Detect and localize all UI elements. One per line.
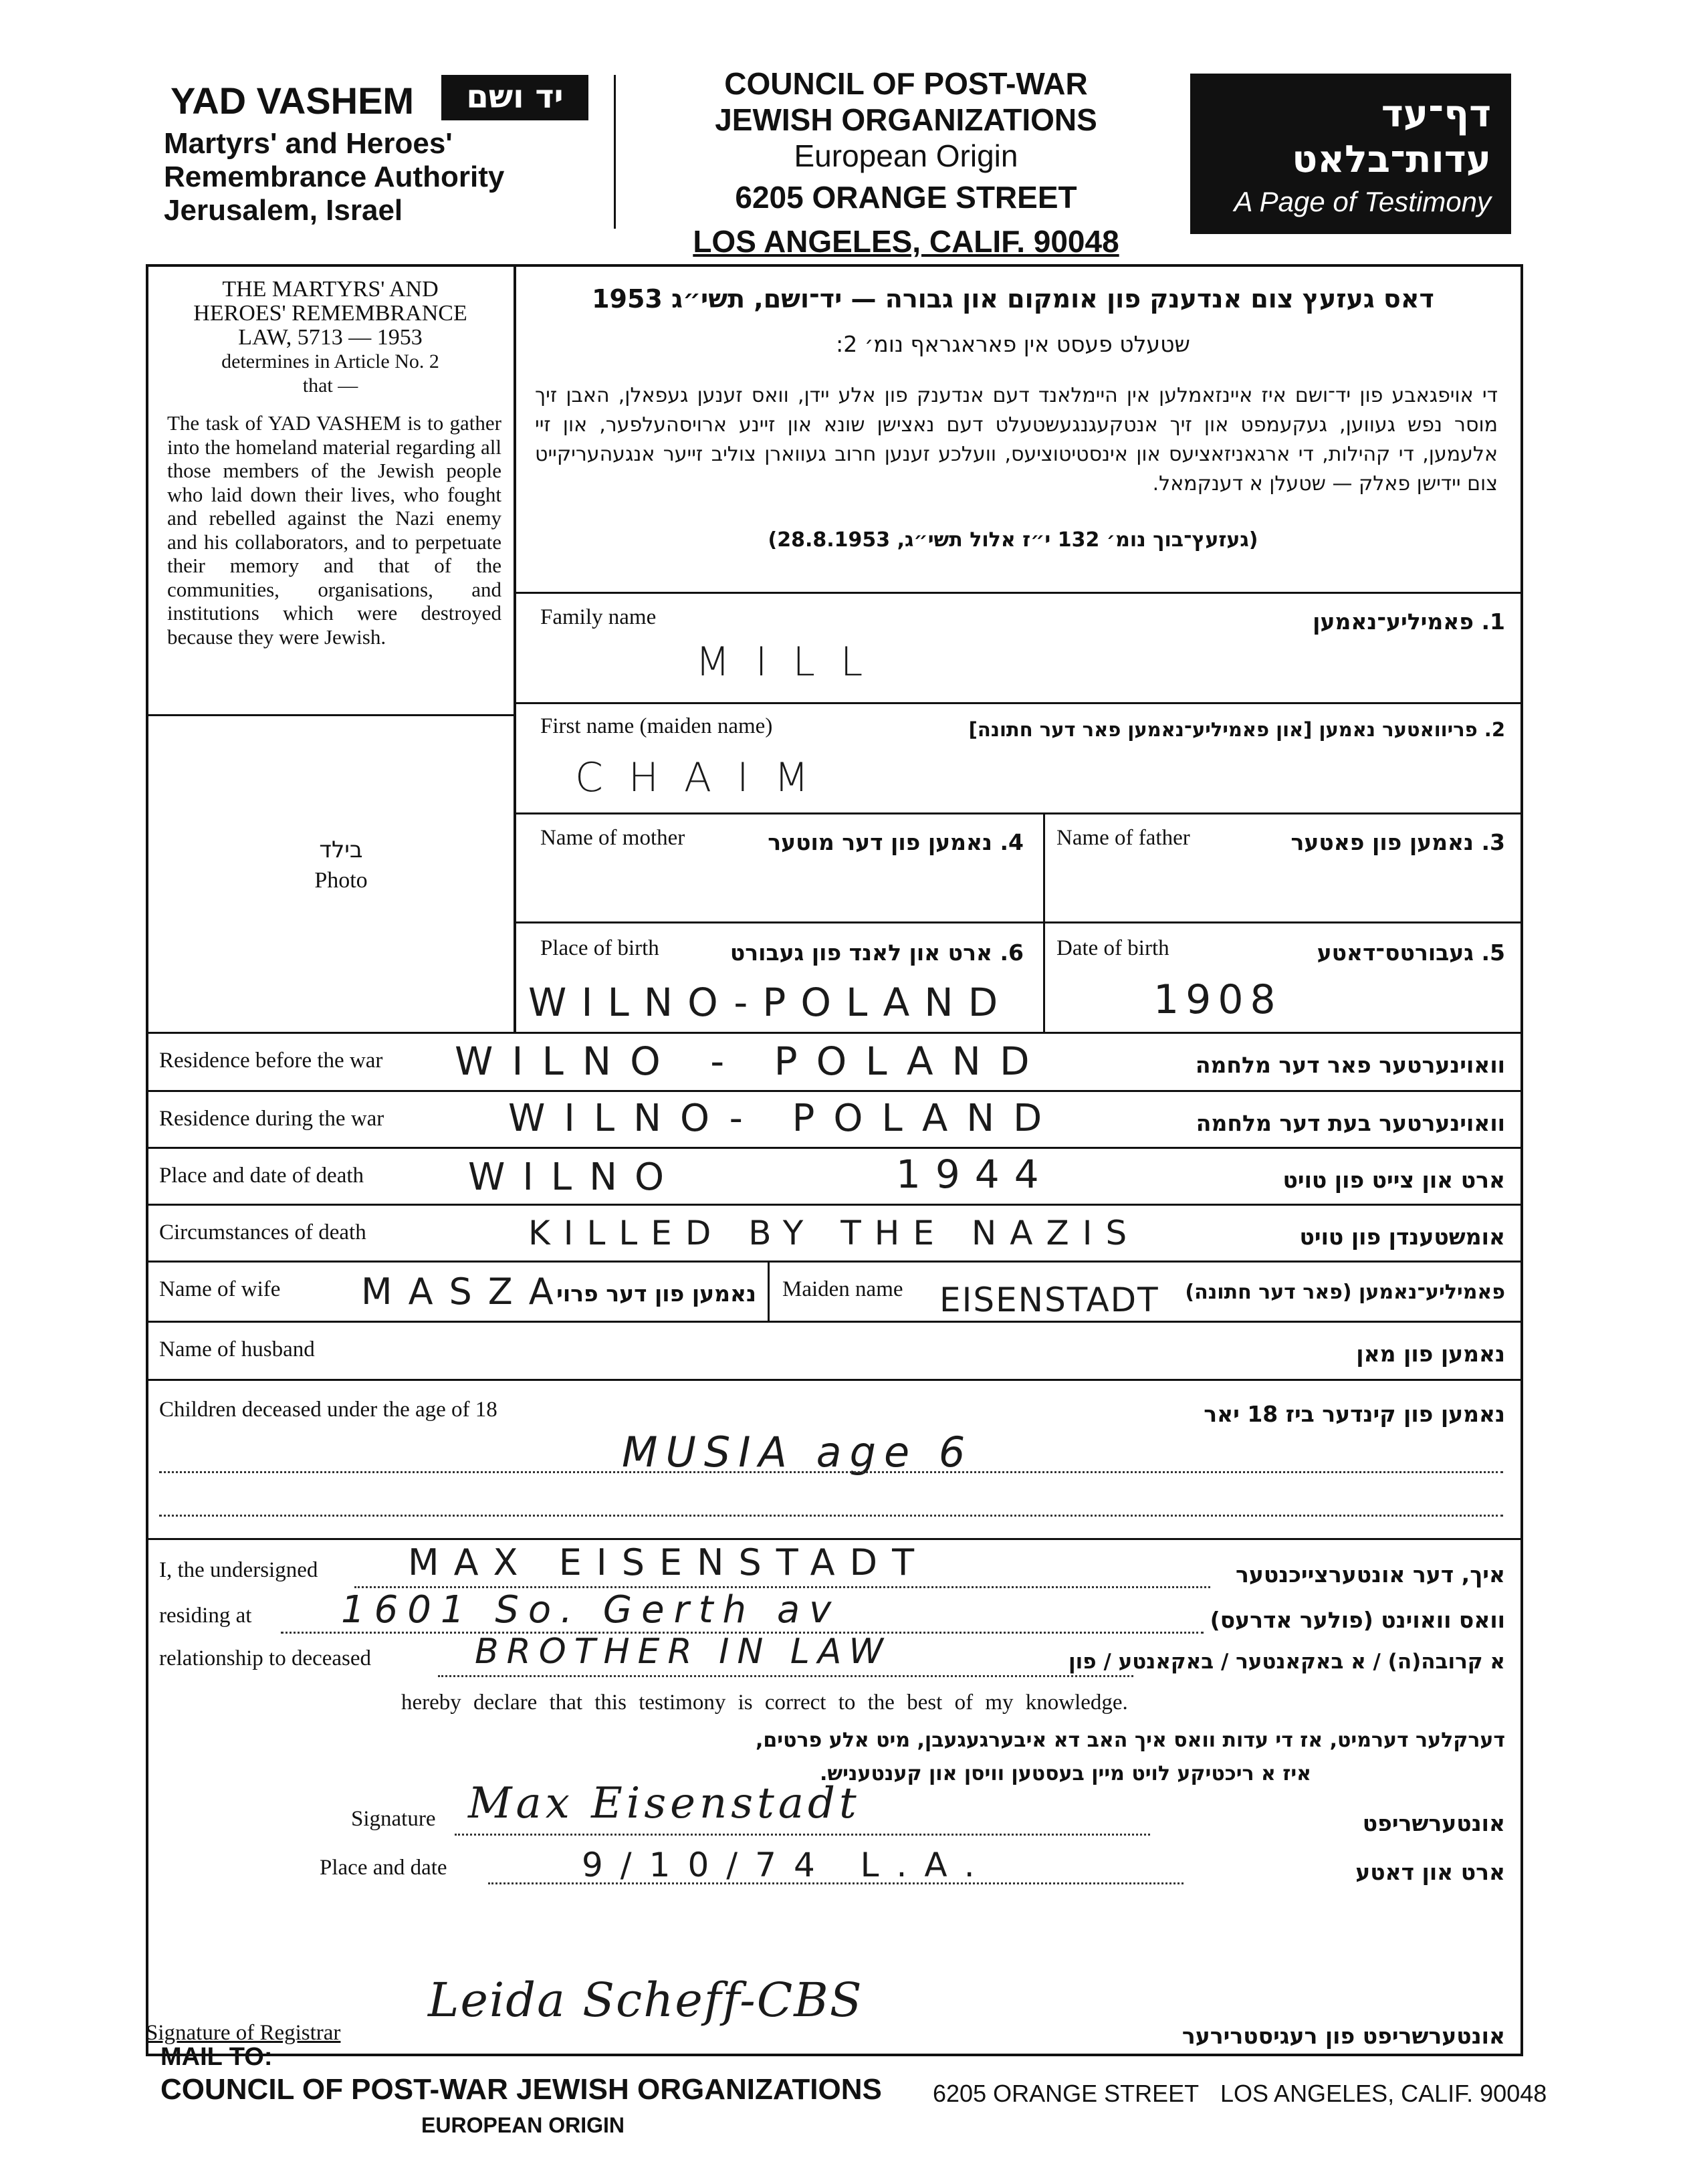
law-box-divider-v: [514, 264, 516, 1033]
place-of-birth-hebrew: 6. ארט און לאנד פון געבורט: [729, 940, 1024, 966]
children-dotted-line-1: [159, 1471, 1503, 1473]
photo-area: [267, 835, 415, 896]
maiden-hebrew: פאמיליע־נאמען (פאר דער חתונה): [1185, 1281, 1505, 1304]
residing-value: 1601 So. Gerth av: [341, 1588, 841, 1632]
law-line-3: LAW, 5713 — 1953: [238, 325, 423, 350]
death-place-value: WILNO: [468, 1156, 682, 1199]
mother-hebrew: 4. נאמען פון דער מוטער: [768, 829, 1024, 855]
registrar-label: Signature of Registrar: [146, 2021, 341, 2045]
signature-value: Max Eisenstadt: [468, 1779, 861, 1828]
place-date-value: 9/10/74 L.A.: [582, 1846, 992, 1884]
council-line-3: European Origin: [794, 138, 1018, 173]
residing-label: residing at: [159, 1604, 252, 1628]
father-label: Name of father: [1056, 826, 1190, 850]
mother-label: Name of mother: [540, 826, 685, 850]
law-line-2: HEROES' REMEMBRANCE: [193, 301, 467, 326]
row10-bottom: [146, 1379, 1523, 1381]
declare-hebrew-1: דערקלער דערמיט, אז די עדות וואס איך האב דא איבערגעגעבן, מיט אלע פרטים,: [755, 1729, 1505, 1752]
hebrew-law-title: דאס געזעץ צום אנדענק פון אומקום און גבורה — יד־ושם, תשי״ג 1953: [592, 284, 1434, 314]
row3-divider: [1043, 812, 1045, 1033]
death-date-value: 1944: [896, 1152, 1054, 1197]
authority-line-3: Jerusalem, Israel: [164, 194, 403, 227]
testimony-badge: [1190, 74, 1511, 234]
photo-hebrew: בילד: [319, 837, 363, 863]
residence-before-value: WILNO - POLAND: [455, 1039, 1048, 1084]
death-label: Place and date of death: [159, 1164, 364, 1188]
photo-label: Photo: [314, 868, 368, 893]
first-name-value: CHAIM: [575, 754, 834, 801]
relationship-label: relationship to deceased: [159, 1646, 372, 1670]
circumstances-hebrew: אומשטענדן פון טויט: [1299, 1224, 1505, 1250]
law-line-5: that —: [302, 374, 358, 397]
signature-label: Signature: [351, 1807, 436, 1831]
children-value: MUSIA age 6: [622, 1428, 974, 1477]
place-of-birth-value: WILNO-POLAND: [528, 980, 1013, 1025]
law-box-divider-h: [146, 714, 515, 716]
authority-line-2: Remembrance Authority: [164, 160, 505, 193]
row5-bottom: [146, 1090, 1523, 1092]
declare-hebrew-2: איז א ריכטיקע לויט מיין בעסטען וויסן און קענטעניש.: [819, 1762, 1311, 1785]
undersigned-value: MAX EISENSTADT: [408, 1541, 929, 1584]
first-name-label: First name (maiden name): [540, 714, 773, 738]
row7-bottom: [146, 1204, 1523, 1206]
relationship-value: BROTHER IN LAW: [475, 1632, 891, 1672]
residence-before-label: Residence before the war: [159, 1049, 383, 1073]
badge-hebrew-2: עדות־בלאט: [1292, 138, 1491, 181]
relationship-hebrew: א קרובה(ה) / א באקאנטער / באקאנטע / פון: [1068, 1650, 1505, 1674]
residence-during-label: Residence during the war: [159, 1107, 384, 1131]
children-dotted-line-2: [159, 1515, 1503, 1517]
residence-during-value: WILNO- POLAND: [508, 1097, 1061, 1140]
row8-bottom: [146, 1261, 1523, 1263]
row11-bottom: [146, 1538, 1523, 1540]
row4-bottom: [146, 1032, 1523, 1034]
residing-hebrew: וואס וואוינט (פולער אדרעס): [1210, 1607, 1505, 1633]
law-line-1: THE MARTYRS' AND: [222, 277, 439, 302]
footer-org: COUNCIL OF POST-WAR JEWISH ORGANIZATIONS: [160, 2073, 882, 2106]
place-date-label: Place and date: [320, 1856, 447, 1880]
residence-before-hebrew: וואוינערטער פאר דער מלחמה: [1195, 1052, 1505, 1078]
wife-hebrew: נאמען פון דער פרוי: [556, 1281, 756, 1307]
footer-org-sub: EUROPEAN ORIGIN: [421, 2113, 625, 2137]
children-label: Children deceased under the age of 18: [159, 1398, 497, 1422]
children-hebrew: נאמען פון קינדער ביז 18 יאר: [1204, 1401, 1505, 1427]
registrar-hebrew: אונטערשריפט פון רעגיסטרירער: [1181, 2023, 1505, 2049]
row6-bottom: [146, 1147, 1523, 1149]
circumstances-value: KILLED BY THE NAZIS: [528, 1214, 1141, 1252]
council-line-2: JEWISH ORGANIZATIONS: [715, 102, 1097, 137]
footer-city: LOS ANGELES, CALIF. 90048: [1220, 2080, 1547, 2107]
law-line-4: determines in Article No. 2: [221, 350, 439, 372]
husband-label: Name of husband: [159, 1337, 315, 1361]
badge-hebrew-1: דף־עד: [1381, 92, 1491, 136]
family-name-hebrew: 1. פאמיליע־נאמען: [1313, 609, 1505, 635]
council-line-4: 6205 ORANGE STREET: [735, 180, 1077, 215]
row2-bottom: [515, 812, 1523, 814]
council-line-5: LOS ANGELES, CALIF. 90048: [693, 224, 1119, 259]
death-hebrew: ארט און צייט פון טויט: [1282, 1167, 1505, 1193]
row1-bottom: [515, 702, 1523, 704]
council-line-1: COUNCIL OF POST-WAR: [724, 66, 1088, 101]
place-of-birth-label: Place of birth: [540, 936, 659, 960]
family-name-value: MILL: [695, 639, 889, 685]
hebrew-law-body: די אויפגאבע פון יד־ושם איז איינזאמלען אין היימלאנד דעם אנדענק פון אלע יידן, וואס זענען געפאלן, האבן זיך מוסר נפש געווען, געקעמפט און זיך אנטקעגנגעשטעלט דעם נאצישן שונא און זיינע ארויסהעלפער, און זיי אלעמען, די קהילות, די ארגאניזאציעס און אינסטיטוציעס, וועלכע זענען חרוב געווארן צוליב זייער אנגעהעריקייט צום יידישן פאלק — שטעלן א דענקמאל.: [535, 384, 1498, 496]
law-body: The task of YAD VASHEM is to gather into the homeland material regarding all those members of the Jewish people who laid down their lives, who fought and rebelled against the Nazi enemy and his collaborators, and to perpetuate their memory and that of the communities, organisations, and institutions which were destroyed because they were Jewish.: [167, 411, 501, 649]
mail-to: MAIL TO:: [160, 2043, 273, 2071]
undersigned-hebrew: איך, דער אונטערצייכנטער: [1235, 1561, 1505, 1588]
authority-line-1: Martyrs' and Heroes': [164, 127, 453, 160]
maiden-value: EISENSTADT: [939, 1281, 1159, 1319]
relationship-line: [438, 1675, 1133, 1677]
husband-hebrew: נאמען פון מאן: [1356, 1341, 1505, 1367]
footer-address: 6205 ORANGE STREET: [933, 2080, 1200, 2107]
signature-hebrew: אונטערשריפט: [1362, 1810, 1505, 1836]
father-hebrew: 3. נאמען פון פאטער: [1290, 829, 1505, 855]
row9-divider: [768, 1261, 770, 1321]
registrar-signature: Leida Scheff-CBS: [428, 1973, 863, 2028]
first-name-hebrew: 2. פריוואטער נאמען [און פאמיליע־נאמען פאר דער חתונה]: [968, 718, 1505, 741]
date-of-birth-label: Date of birth: [1056, 936, 1169, 960]
row9-bottom: [146, 1321, 1523, 1323]
row3-bottom: [515, 921, 1523, 923]
undersigned-label: I, the undersigned: [159, 1558, 318, 1582]
family-name-label: Family name: [540, 605, 657, 629]
declare-english: hereby declare that this testimony is correct to the best of my knowledge.: [401, 1690, 1128, 1715]
place-date-hebrew: ארט און דאטע: [1355, 1859, 1505, 1885]
wife-value: MASZA: [361, 1271, 570, 1313]
hebrew-law-bottom: [515, 592, 1523, 594]
badge-english: A Page of Testimony: [1234, 186, 1491, 217]
maiden-label: Maiden name: [782, 1277, 903, 1301]
law-box: [160, 278, 500, 398]
hebrew-law-subtitle: שטעלט פעסט אין פאראגראף נומ׳ 2:: [836, 331, 1190, 357]
hebrew-law-citation: (געזעץ־בוך נומ׳ 132 י״ז אלול תשי״ג, 28.8.1953): [768, 528, 1258, 552]
signature-line: [455, 1834, 1150, 1836]
date-of-birth-hebrew: 5. געבורטס־דאטע: [1317, 940, 1505, 966]
yad-vashem-hebrew-logo: יד ושם: [441, 75, 588, 120]
circumstances-label: Circumstances of death: [159, 1220, 366, 1244]
yad-vashem-title: YAD VASHEM: [171, 80, 415, 122]
header-divider: [614, 75, 616, 229]
date-of-birth-value: 1908: [1153, 976, 1282, 1023]
residence-during-hebrew: וואוינערטער בעת דער מלחמה: [1196, 1110, 1505, 1136]
wife-label: Name of wife: [159, 1277, 281, 1301]
